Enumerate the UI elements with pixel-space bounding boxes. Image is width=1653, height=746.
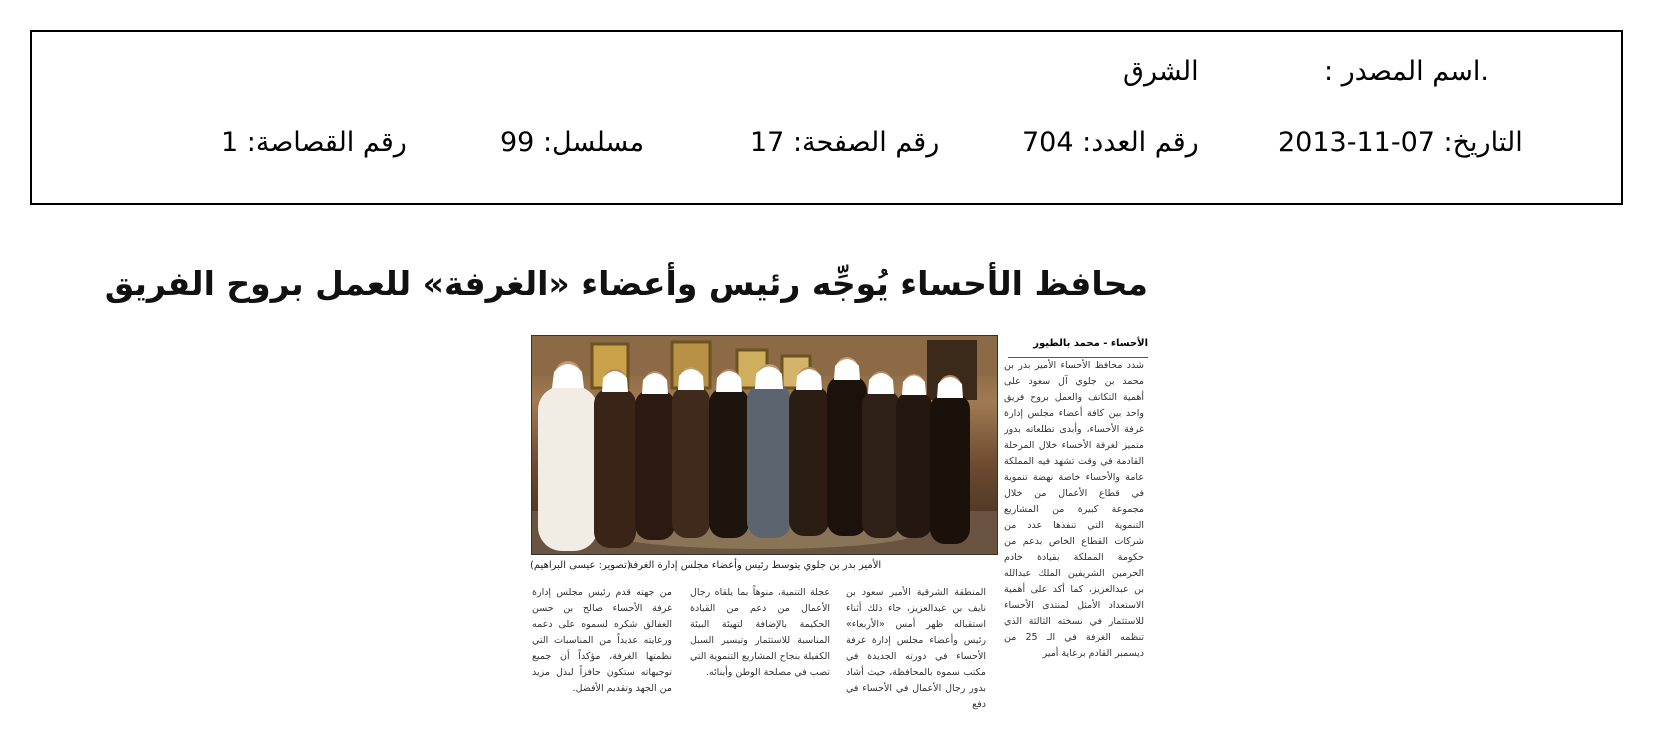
clip-field: رقم القصاصة: 1 xyxy=(221,127,407,158)
article-byline: الأحساء - محمد بالطيور xyxy=(1033,338,1148,349)
issue-field: رقم العدد: 704 xyxy=(1022,127,1199,158)
group-photo-illustration xyxy=(532,336,997,554)
article-photo xyxy=(531,335,998,555)
page-field: رقم الصفحة: 17 xyxy=(750,127,940,158)
article-column-3: عجلة التنمية، منوهاً بما يلقاه رجال الأعمال من دعم من القيادة الحكيمة بالإضافة لتهيئة البيئة المناسبة للاستثمار وتيسير السبل الكفيلة بنجاح المشاريع التنموية التي تصب في مصلحة الوطن وأبنائه. xyxy=(690,587,830,678)
article-column-2: المنطقة الشرقية الأمير سعود بن نايف بن عبدالعزيز، جاء ذلك أثناء استقباله ظهر أمس «الأربعاء» رئيس وأعضاء مجلس إدارة غرفة الأحساء في دورته الجديدة في مكتب سموه بالمحافظة، حيث أشاد بدور رجال الأعمال في الأحساء في دفع xyxy=(846,587,986,710)
photo-caption: الأمير بدر بن جلوي يتوسط رئيس وأعضاء مجلس إدارة الغرفة xyxy=(628,560,882,571)
article-column-1: شدد محافظ الأحساء الأمير بدر بن محمد بن جلوي آل سعود على أهمية التكاتف والعمل بروح فريق واحد بين كافة أعضاء مجلس إدارة غرفة الأحساء، وأبدى تطلعاته بدور متميز لغرفة الأحساء خلال المرحلة القادمة في وقت تشهد فيه المملكة عامة والأحساء خاصة نهضة تنموية في قطاع الأعمال من خلال مجموعة كبيرة من المشاريع التنموية التي تنفذها عدد من شركات القطاع الخاص بدعم من حكومة المملكة بقيادة خادم الحرمين الشريفين الملك عبدالله بن عبدالعزيز، كما أكد على أهمية الاستعداد الأمثل لمنتدى الأحساء للاستثمار في نسخته الثالثة الذي تنظمه الغرفة في الـ 25 من ديسمبر القادم برعاية أمير xyxy=(1004,360,1144,659)
photo-credit: (تصوير: عيسى البراهيم) xyxy=(530,560,631,571)
date-field: التاريخ: 07-11-2013 xyxy=(1278,127,1523,158)
article-column-4: من جهته قدم رئيس مجلس إدارة غرفة الأحساء صالح بن حسن العفالق شكره لسموه على دعمه ورعايته عديداً من المناسبات التي نظمتها الغرفة، مؤكداً أن جميع توجيهاته ستكون حافزاً لبذل مزيد من الجهد وتقديم الأفضل. xyxy=(532,587,672,694)
serial-field: مسلسل: 99 xyxy=(500,127,645,158)
source-value: الشرق xyxy=(1123,56,1199,87)
article-headline: محافظ الأحساء يُوجِّه رئيس وأعضاء «الغرفة» للعمل بروح الفريق xyxy=(104,264,1148,303)
source-label: .اسم المصدر : xyxy=(1324,56,1489,87)
metadata-box xyxy=(30,30,1623,205)
newspaper-clipping xyxy=(104,258,1148,728)
